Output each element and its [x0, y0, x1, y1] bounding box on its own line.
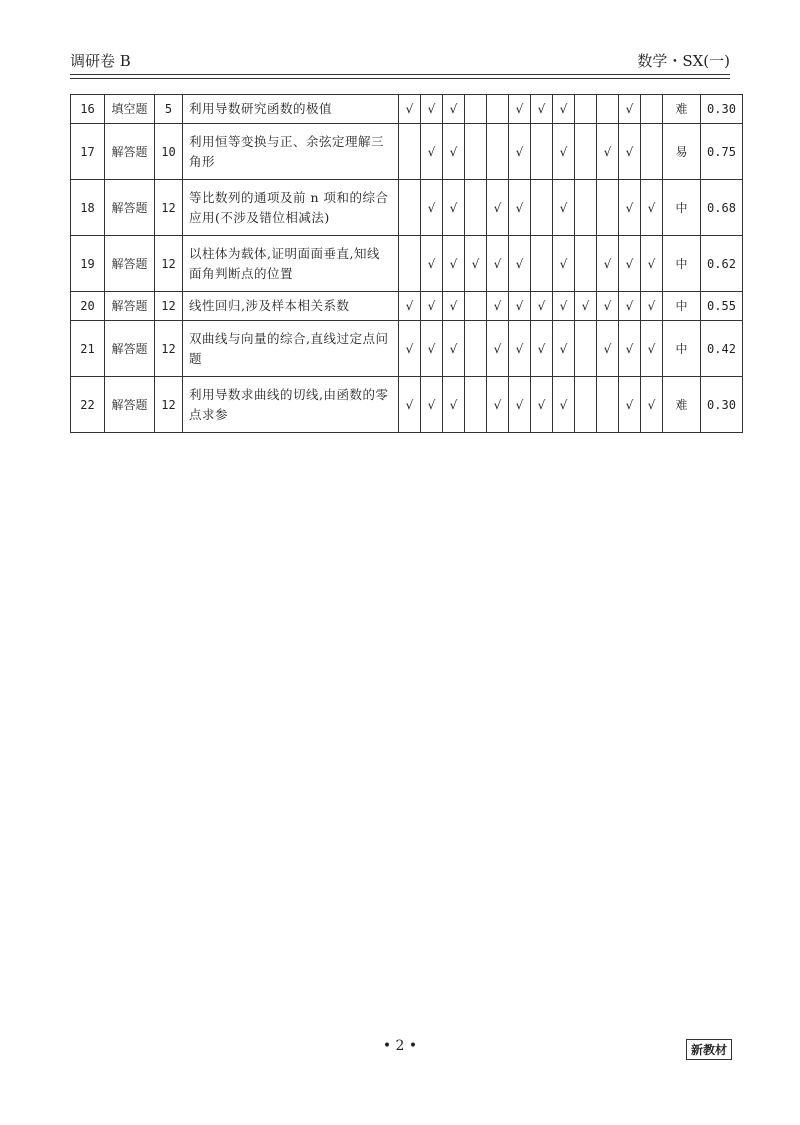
check-cell [465, 124, 487, 180]
check-cell: √ [443, 377, 465, 433]
question-content: 利用恒等变换与正、余弦定理解三角形 [183, 124, 399, 180]
check-cell [487, 124, 509, 180]
question-type: 解答题 [105, 124, 155, 180]
difficulty-cell: 易 [663, 124, 701, 180]
check-cell: √ [641, 321, 663, 377]
question-content: 双曲线与向量的综合,直线过定点问题 [183, 321, 399, 377]
coefficient-cell: 0.68 [701, 180, 743, 236]
check-cell: √ [553, 292, 575, 321]
header-rule-thick [70, 74, 730, 75]
analysis-table [70, 94, 743, 433]
header-right: 数学・SX(一) [637, 52, 730, 70]
check-cell: √ [509, 236, 531, 292]
check-cell: √ [641, 180, 663, 236]
check-cell: √ [399, 292, 421, 321]
new-textbook-badge: 新教材 [686, 1039, 732, 1060]
table-row [71, 321, 743, 377]
check-cell: √ [575, 292, 597, 321]
question-score: 12 [155, 292, 183, 321]
check-cell: √ [553, 124, 575, 180]
check-cell: √ [443, 95, 465, 124]
check-cell: √ [509, 377, 531, 433]
check-cell [531, 236, 553, 292]
check-cell: √ [619, 180, 641, 236]
check-cell [575, 95, 597, 124]
check-cell: √ [487, 321, 509, 377]
check-cell [575, 377, 597, 433]
coefficient-cell: 0.55 [701, 292, 743, 321]
check-cell: √ [553, 321, 575, 377]
table-row [71, 180, 743, 236]
check-cell: √ [597, 236, 619, 292]
check-cell: √ [421, 180, 443, 236]
check-cell: √ [421, 124, 443, 180]
check-cell: √ [641, 236, 663, 292]
question-score: 12 [155, 377, 183, 433]
check-cell [575, 180, 597, 236]
check-cell: √ [509, 180, 531, 236]
question-number: 18 [71, 180, 105, 236]
question-content: 利用导数求曲线的切线,由函数的零点求参 [183, 377, 399, 433]
check-cell: √ [531, 321, 553, 377]
check-cell: √ [421, 377, 443, 433]
coefficient-cell: 0.62 [701, 236, 743, 292]
check-cell [399, 124, 421, 180]
check-cell [641, 124, 663, 180]
check-cell: √ [641, 292, 663, 321]
check-cell: √ [531, 377, 553, 433]
difficulty-cell: 难 [663, 95, 701, 124]
check-cell: √ [619, 236, 641, 292]
check-cell: √ [553, 95, 575, 124]
check-cell: √ [487, 292, 509, 321]
check-cell: √ [443, 236, 465, 292]
question-score: 10 [155, 124, 183, 180]
check-cell [465, 95, 487, 124]
page-header [70, 50, 730, 72]
question-number: 20 [71, 292, 105, 321]
check-cell [597, 180, 619, 236]
check-cell [575, 321, 597, 377]
check-cell [487, 95, 509, 124]
check-cell [465, 292, 487, 321]
question-content: 线性回归,涉及样本相关系数 [183, 292, 399, 321]
check-cell: √ [421, 95, 443, 124]
check-cell: √ [619, 124, 641, 180]
check-cell: √ [443, 292, 465, 321]
header-left: 调研卷 B [70, 52, 131, 70]
question-type: 解答题 [105, 377, 155, 433]
check-cell [641, 95, 663, 124]
check-cell: √ [509, 292, 531, 321]
check-cell [597, 377, 619, 433]
check-cell: √ [443, 124, 465, 180]
question-number: 19 [71, 236, 105, 292]
check-cell [465, 180, 487, 236]
table-row [71, 95, 743, 124]
check-cell: √ [531, 95, 553, 124]
question-score: 12 [155, 180, 183, 236]
check-cell: √ [619, 321, 641, 377]
check-cell: √ [443, 321, 465, 377]
check-cell: √ [509, 95, 531, 124]
question-score: 12 [155, 321, 183, 377]
check-cell: √ [553, 180, 575, 236]
check-cell: √ [531, 292, 553, 321]
question-number: 16 [71, 95, 105, 124]
coefficient-cell: 0.30 [701, 377, 743, 433]
question-number: 17 [71, 124, 105, 180]
check-cell: √ [619, 95, 641, 124]
difficulty-cell: 中 [663, 292, 701, 321]
check-cell: √ [421, 236, 443, 292]
check-cell: √ [487, 236, 509, 292]
check-cell: √ [509, 321, 531, 377]
difficulty-cell: 中 [663, 236, 701, 292]
difficulty-cell: 中 [663, 321, 701, 377]
check-cell [531, 124, 553, 180]
table-row [71, 236, 743, 292]
coefficient-cell: 0.42 [701, 321, 743, 377]
check-cell [597, 95, 619, 124]
check-cell [465, 321, 487, 377]
check-cell: √ [553, 236, 575, 292]
table-row [71, 292, 743, 321]
check-cell [399, 180, 421, 236]
check-cell [575, 236, 597, 292]
question-content: 利用导数研究函数的极值 [183, 95, 399, 124]
check-cell: √ [619, 292, 641, 321]
coefficient-cell: 0.30 [701, 95, 743, 124]
check-cell: √ [421, 321, 443, 377]
question-type: 填空题 [105, 95, 155, 124]
difficulty-cell: 难 [663, 377, 701, 433]
check-cell [531, 180, 553, 236]
check-cell: √ [619, 377, 641, 433]
check-cell: √ [399, 95, 421, 124]
question-score: 5 [155, 95, 183, 124]
question-number: 22 [71, 377, 105, 433]
check-cell: √ [399, 377, 421, 433]
check-cell: √ [421, 292, 443, 321]
check-cell: √ [553, 377, 575, 433]
table-row [71, 377, 743, 433]
question-number: 21 [71, 321, 105, 377]
check-cell: √ [399, 321, 421, 377]
question-type: 解答题 [105, 292, 155, 321]
check-cell: √ [465, 236, 487, 292]
question-type: 解答题 [105, 236, 155, 292]
header-rule-thin [70, 78, 730, 79]
question-content: 以柱体为载体,证明面面垂直,知线面角判断点的位置 [183, 236, 399, 292]
page-number: • 2 • [382, 1038, 418, 1054]
question-type: 解答题 [105, 321, 155, 377]
question-content: 等比数列的通项及前 n 项和的综合应用(不涉及错位相减法) [183, 180, 399, 236]
check-cell [399, 236, 421, 292]
check-cell: √ [597, 292, 619, 321]
difficulty-cell: 中 [663, 180, 701, 236]
check-cell [575, 124, 597, 180]
coefficient-cell: 0.75 [701, 124, 743, 180]
check-cell: √ [443, 180, 465, 236]
question-type: 解答题 [105, 180, 155, 236]
check-cell: √ [487, 377, 509, 433]
question-score: 12 [155, 236, 183, 292]
check-cell: √ [597, 124, 619, 180]
check-cell: √ [597, 321, 619, 377]
check-cell: √ [509, 124, 531, 180]
table-row [71, 124, 743, 180]
check-cell: √ [487, 180, 509, 236]
check-cell [465, 377, 487, 433]
check-cell: √ [641, 377, 663, 433]
